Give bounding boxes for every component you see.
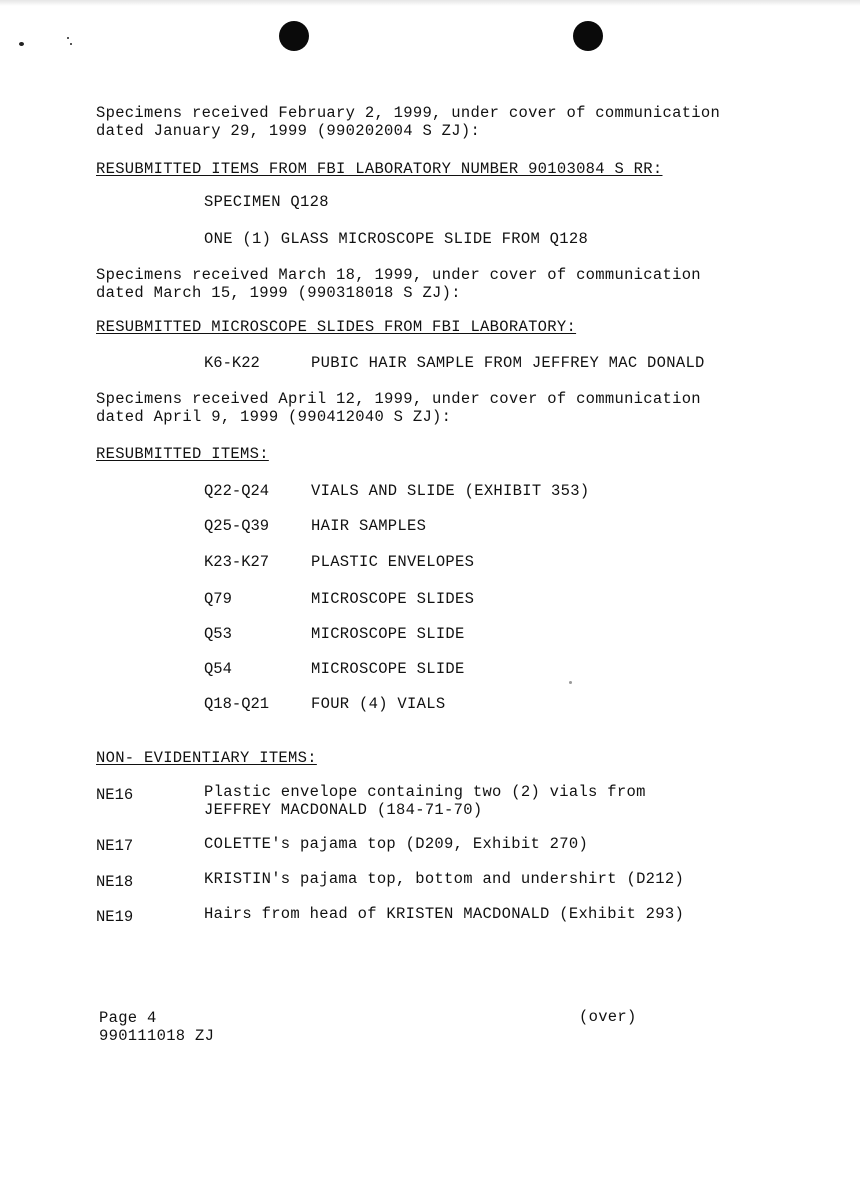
item-code: Q18-Q21 [204, 695, 270, 713]
receipt-statement-3: Specimens received April 12, 1999, under cover of communication dated April 9, 1999 (990412040 S ZJ): [96, 390, 701, 426]
item-description: MICROSCOPE SLIDE [311, 625, 465, 643]
ne-item-code: NE18 [96, 873, 134, 891]
section-heading-non-evidentiary: NON- EVIDENTIARY ITEMS: [96, 749, 317, 767]
item-code: Q54 [204, 660, 232, 678]
receipt-statement-2: Specimens received March 18, 1999, under cover of communication dated March 15, 1999 (990318018 S ZJ): [96, 266, 701, 302]
item-description: PLASTIC ENVELOPES [311, 553, 475, 571]
item-code: K6-K22 [204, 354, 260, 372]
receipt-statement-1: Specimens received February 2, 1999, under cover of communication dated January 29, 1999 (990202004 S ZJ): [96, 104, 721, 140]
ne-item-code: NE16 [96, 786, 134, 804]
item-description: MICROSCOPE SLIDE [311, 660, 465, 678]
section-heading-2: RESUBMITTED MICROSCOPE SLIDES FROM FBI LABORATORY: [96, 318, 577, 336]
ne-item-code: NE19 [96, 908, 134, 926]
ne-item-description: COLETTE's pajama top (D209, Exhibit 270) [204, 835, 589, 853]
scan-speck [67, 37, 69, 39]
item-description: MICROSCOPE SLIDES [311, 590, 475, 608]
item-code: Q79 [204, 590, 232, 608]
ne-item-description: Plastic envelope containing two (2) vials from JEFFREY MACDONALD (184-71-70) [204, 783, 646, 819]
scan-speck [569, 681, 572, 684]
item-description: VIALS AND SLIDE (EXHIBIT 353) [311, 482, 590, 500]
ne-item-description: Hairs from head of KRISTEN MACDONALD (Exhibit 293) [204, 905, 685, 923]
item-code: Q22-Q24 [204, 482, 270, 500]
specimen-description: ONE (1) GLASS MICROSCOPE SLIDE FROM Q128 [204, 230, 589, 248]
section-heading-1: RESUBMITTED ITEMS FROM FBI LABORATORY NUMBER 90103084 S RR: [96, 160, 663, 178]
scan-top-edge [0, 0, 860, 6]
item-code: Q25-Q39 [204, 517, 270, 535]
item-description: PUBIC HAIR SAMPLE FROM JEFFREY MAC DONALD [311, 354, 705, 372]
scan-speck [70, 43, 72, 45]
scan-speck [19, 42, 24, 46]
file-number: 990111018 ZJ [99, 1027, 215, 1045]
item-code: K23-K27 [204, 553, 270, 571]
section-heading-3: RESUBMITTED ITEMS: [96, 445, 269, 463]
specimen-label: SPECIMEN Q128 [204, 193, 329, 211]
item-description: FOUR (4) VIALS [311, 695, 446, 713]
continuation-note: (over) [579, 1008, 637, 1026]
ne-item-description: KRISTIN's pajama top, bottom and undershirt (D212) [204, 870, 685, 888]
ne-item-code: NE17 [96, 837, 134, 855]
item-code: Q53 [204, 625, 232, 643]
punch-hole-right [573, 21, 603, 51]
page-number: Page 4 [99, 1009, 157, 1027]
item-description: HAIR SAMPLES [311, 517, 427, 535]
punch-hole-left [279, 21, 309, 51]
